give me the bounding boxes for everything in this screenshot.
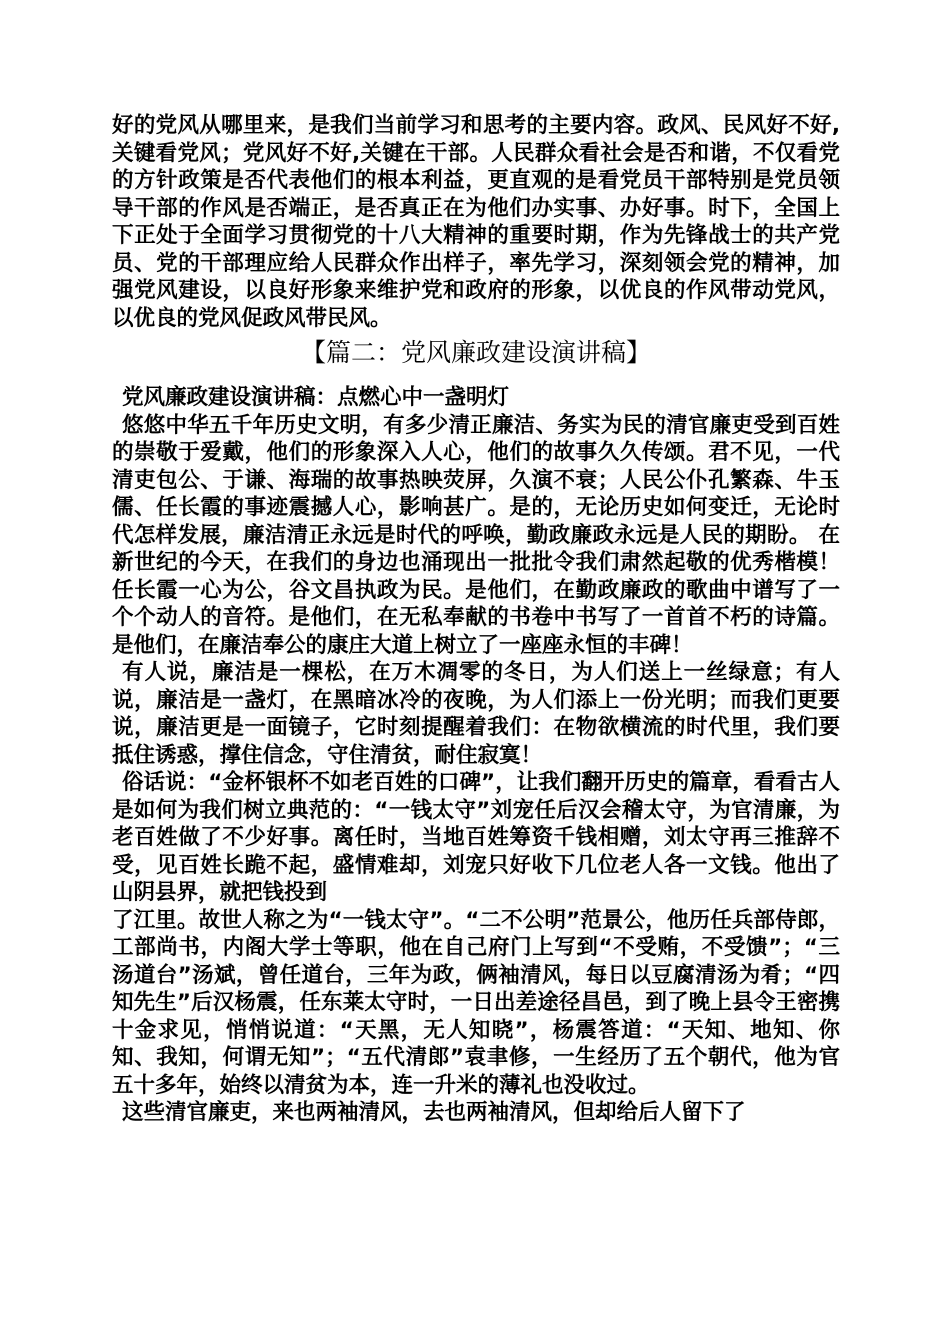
body-paragraph-5: 这些清官廉吏，来也两袖清风，去也两袖清风，但却给后人留下了 bbox=[122, 1100, 746, 1125]
body-paragraph-4: 了江里。故世人称之为“一钱太守”。“二不公明”范景公，他历任兵部侍郎，工部尚书，内阁大学士等职，他在自己府门上写到“不受贿，不受馈”；“三汤道台”汤斌，曾任道台，三年为政，俩袖清风，每日以豆腐清汤为肴；“四知先生”后汉杨震，任东莱太守时，一日出差途径昌邑，到了晚上县令王密携十金求见，悄悄说道：“天黑，无人知晓”，杨震答道：“天知、地知、你知、我知，何谓无知”；“五代清郎”袁聿修，一生经历了五个朝代，他为官五十多年，始终以清贫为本，连一升米的薄礼也没收过。 bbox=[112, 907, 840, 1098]
intro-paragraph: 好的党风从哪里来，是我们当前学习和思考的主要内容。政风、民风好不好,关键看党风；党风好不好,关键在干部。人民群众看社会是否和谐，不仅看党的方针政策是否代表他们的根本利益，更直观的是看党员干部特别是党员领导干部的作风是否端正，是否真正在为他们办实事、办好事。时下，全国上下正处于全面学习贯彻党的十八大精神的重要时期，作为先锋战士的共产党员、党的干部理应给人民群众作出样子，率先学习，深刻领会党的精神，加强党风建设，以良好形象来维护党和政府的形象，以优良的作风带动党风，以优良的党风促政风带民风。 bbox=[112, 113, 840, 331]
document-page bbox=[112, 112, 840, 1127]
speech-title: 党风廉政建设演讲稿：点燃心中一盏明灯 bbox=[122, 385, 510, 410]
section-heading: 【篇二：党风廉政建设演讲稿】 bbox=[300, 338, 651, 367]
body-paragraph-1: 悠悠中华五千年历史文明，有多少清正廉洁、务实为民的清官廉吏受到百姓的崇敬于爱戴，他们的形象深入人心，他们的故事久久传颂。君不见，一代清吏包公、于谦、海瑞的故事热映荧屏，久演不衰；人民公仆孔繁森、牛玉儒、任长霞的事迹震撼人心，影响甚广。是的，无论历史如何变迁，无论时代怎样发展，廉洁清正永远是时代的呼唤，勤政廉政永远是人民的期盼。 在新世纪的今天，在我们的身边也涌现出一批批令我们肃然起敬的优秀楷模！任长霞一心为公，谷文昌执政为民。是他们，在勤政廉政的歌曲中谱写了一个个动人的音符。是他们，在无私奉献的书卷中书写了一首首不朽的诗篇。是他们，在廉洁奉公的康庄大道上树立了一座座永恒的丰碑！ bbox=[112, 412, 840, 658]
body-paragraph-3: 俗话说：“金杯银杯不如老百姓的口碑”，让我们翻开历史的篇章，看看古人是如何为我们树立典范的：“一钱太守”刘宠任后汉会稽太守，为官清廉，为老百姓做了不少好事。离任时，当地百姓筹资千钱相赠，刘太守再三推辞不受，见百姓长跪不起，盛情难却，刘宠只好收下几位老人各一文钱。他出了山阴县界，就把钱投到 bbox=[112, 770, 840, 905]
body-paragraph-2: 有人说，廉洁是一棵松，在万木凋零的冬日，为人们送上一丝绿意；有人说，廉洁是一盏灯，在黑暗冰冷的夜晚，为人们添上一份光明；而我们更要说，廉洁更是一面镜子，它时刻提醒着我们：在物欲横流的时代里，我们要抵住诱惑，撑住信念，守住清贫，耐住寂寞！ bbox=[112, 660, 840, 768]
